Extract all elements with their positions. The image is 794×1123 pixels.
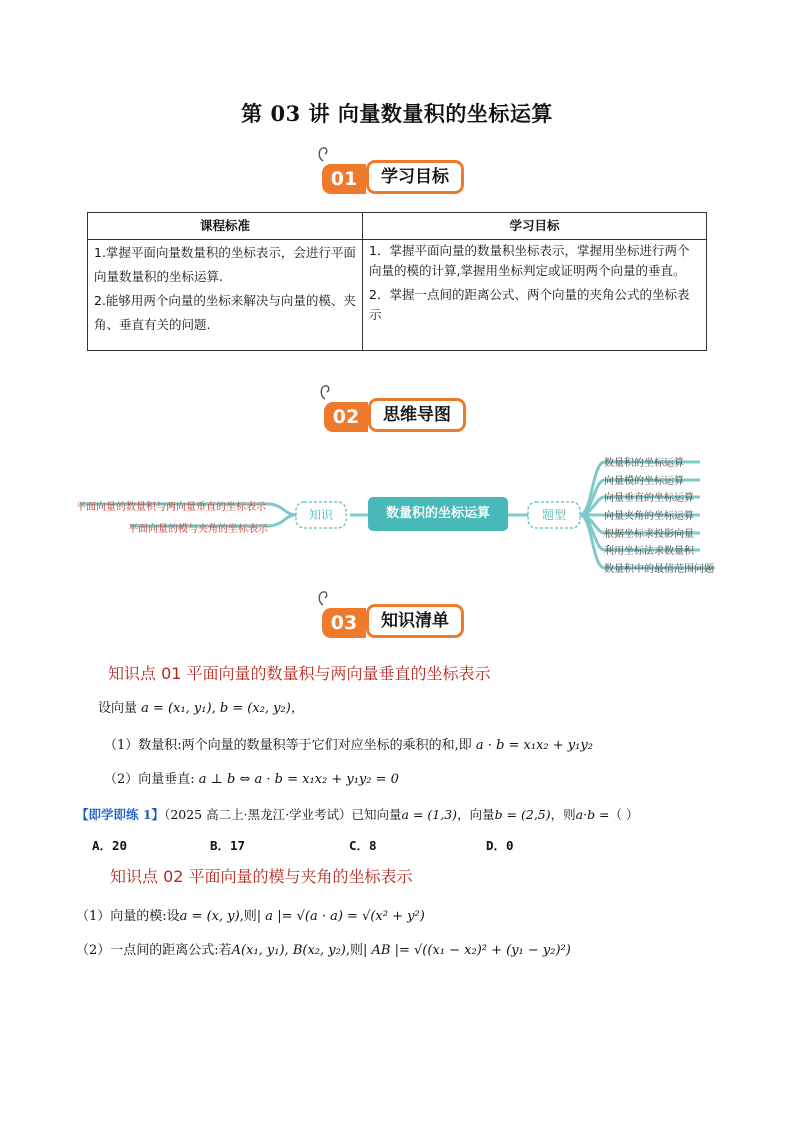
mindmap-right-item: 数量积的坐标运算	[604, 458, 684, 469]
kp2-mag-mid: ,则	[239, 909, 257, 924]
mindmap-right-item: 数量积中的最值范围问题	[604, 564, 714, 575]
goal-item: 1．掌握平面向量的数量积坐标表示，掌握用坐标进行两个向量的模的计算,掌握用坐标判定或证明两个向量的垂直。	[369, 243, 690, 278]
kp1-perp-label: （2）向量垂直:	[104, 772, 195, 787]
goals-table	[87, 212, 707, 351]
section-number: 02	[324, 402, 368, 432]
formula: a · b = x₁x₂ + y₁y₂	[471, 738, 593, 753]
option-a[interactable]: A．20	[92, 838, 128, 853]
mindmap-right-item: 向量夹角的坐标运算	[604, 511, 694, 522]
mindmap-center: 数量积的坐标运算	[385, 506, 490, 521]
kp2-dist-label: （2）一点间的距离公式:若	[76, 943, 232, 958]
kp1-dot-label: （1）数量积:两个向量的数量积等于它们对应坐标的乘积的和,即	[104, 738, 472, 753]
clip-icon	[316, 590, 330, 606]
page-title: 第 03 讲 向量数量积的坐标运算	[241, 101, 553, 126]
option-c[interactable]: C．8	[349, 838, 377, 853]
section-label: 学习目标	[366, 160, 464, 194]
formula: | AB |= √((x₁ − x₂)² + (y₁ − y₂)²)	[363, 943, 571, 958]
kp1-intro-line	[98, 697, 304, 716]
kp2-distance-line	[76, 939, 571, 958]
kp2-mag-label: （1）向量的模:设	[76, 909, 180, 924]
mindmap-left-item: 平面向量的模与夹角的坐标表示	[128, 524, 268, 535]
formula: b = (2,5)	[494, 807, 551, 822]
kp1-dot-product-line	[104, 734, 593, 753]
mindmap-left-item: 平面向量的数量积与两向量垂直的坐标表示	[76, 502, 266, 513]
section-number: 01	[322, 164, 366, 194]
table-cell	[363, 240, 707, 351]
formula: a = (x₁, y₁), b = (x₂, y₂)，	[137, 701, 304, 716]
practice-source: （2025 高二上·黑龙江·学业考试）已知向量	[164, 807, 402, 822]
mindmap-left-node: 知识	[308, 508, 333, 522]
formula: a ⊥ b ⇔ a · b = x₁x₂ + y₁y₂ = 0	[194, 772, 399, 787]
practice-question	[76, 805, 639, 823]
mindmap-right-item: 向量垂直的坐标运算	[604, 493, 694, 504]
clip-icon	[318, 384, 332, 400]
table-header: 学习目标	[363, 213, 707, 240]
section-badge-01	[322, 160, 472, 194]
mindmap-right-node: 题型	[541, 508, 566, 522]
practice-end: （ ）	[609, 807, 639, 822]
table-header: 课程标准	[88, 213, 363, 240]
option-d[interactable]: D．0	[486, 838, 514, 853]
mindmap-right-item: 向量模的坐标运算	[604, 476, 684, 487]
practice-mid: ，向量	[457, 807, 495, 822]
clip-icon	[316, 146, 330, 162]
mindmap-right-item: 根据坐标求投影向量	[604, 529, 694, 540]
goal-item: 2．掌握一点间的距离公式、两个向量的夹角公式的坐标表示	[369, 287, 690, 322]
option-b[interactable]: B．17	[210, 838, 246, 853]
formula: A(x₁, y₁), B(x₂, y₂)	[231, 943, 346, 958]
formula: a = (x, y)	[179, 909, 240, 924]
mindmap-right-item: 利用坐标法求数量积	[604, 546, 694, 557]
kp1-intro-label: 设向量	[98, 701, 138, 716]
section-number: 03	[322, 608, 366, 638]
kp1-perpendicular-line	[104, 768, 399, 787]
section-badge-03	[322, 604, 472, 638]
formula: a·b =	[575, 807, 610, 822]
section-badge-02	[324, 398, 474, 432]
section-label: 思维导图	[368, 398, 466, 432]
kp2-dist-mid: ,则	[345, 943, 364, 958]
formula: a = (1,3)	[401, 807, 458, 822]
standard-item: 1.掌握平面向量数量积的坐标表示，会进行平面向量数量积的坐标运算.	[94, 245, 356, 284]
knowledge-point-heading: 知识点 02 平面向量的模与夹角的坐标表示	[110, 867, 413, 886]
kp2-magnitude-line	[76, 905, 425, 924]
section-label: 知识清单	[366, 604, 464, 638]
knowledge-point-heading: 知识点 01 平面向量的数量积与两向量垂直的坐标表示	[108, 664, 491, 683]
table-cell	[88, 240, 363, 351]
practice-tag: 【即学即练 1】	[76, 807, 165, 822]
formula: | a |= √(a · a) = √(x² + y²)	[256, 909, 425, 924]
standard-item: 2.能够用两个向量的坐标来解决与向量的模、夹角、垂直有关的问题.	[94, 293, 356, 332]
practice-tail: ，则	[550, 807, 576, 822]
